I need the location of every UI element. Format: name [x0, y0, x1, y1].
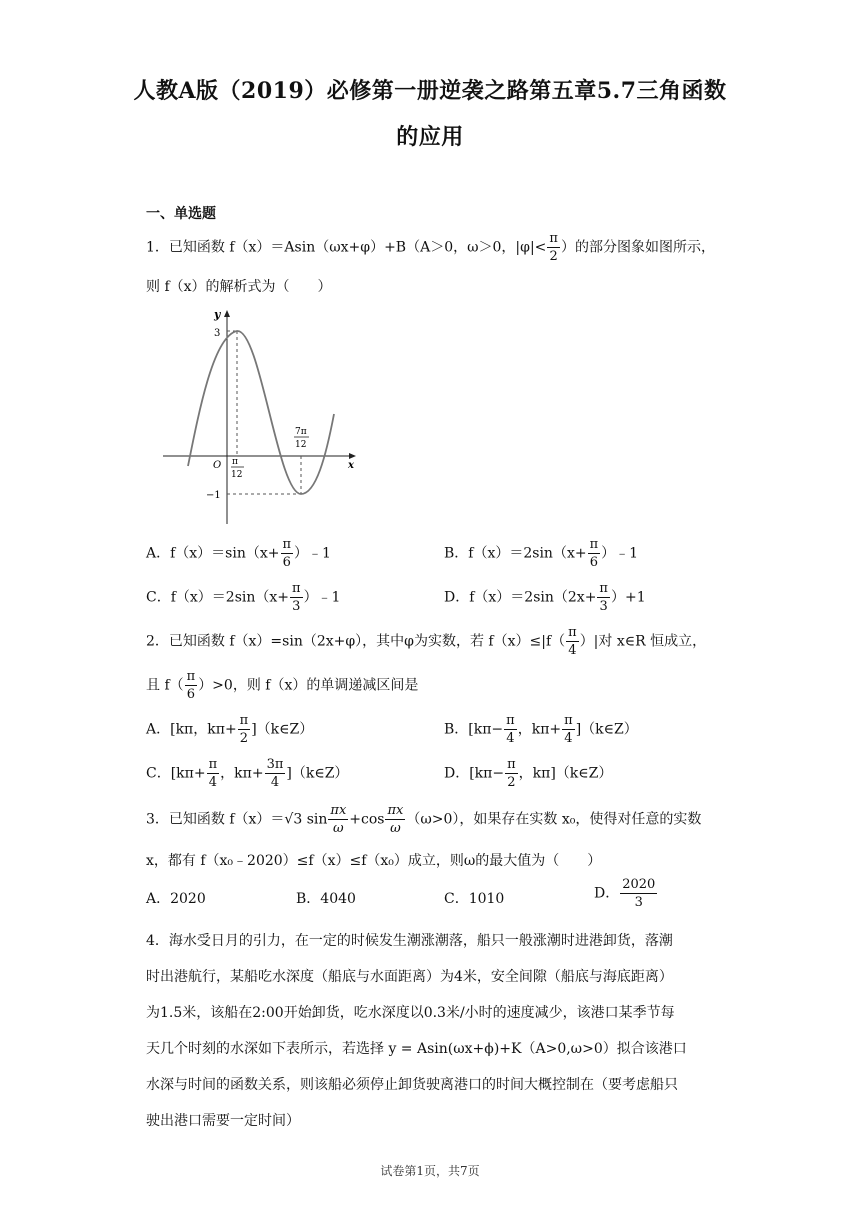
q1-option-b[interactable]: B．f（x）＝2sin（x+ $\frac{\pi}{6}$ ）﹣1	[444, 537, 639, 570]
q3-stem-line2: x，都有 f（x₀﹣2020）≤f（x）≤f（x₀）成立，则ω的最大值为（ ）	[146, 853, 602, 869]
x1-numerator: π	[232, 457, 238, 467]
page-footer: 试卷第1页，共7页	[380, 1164, 480, 1178]
q2-option-b[interactable]: B．[kπ− $\frac{\pi}{4}$ ，kπ+ $\frac{\pi}{4}$ ]（k∈Z）	[444, 713, 638, 746]
page-title-line1: 人教A版（2019）必修第一册逆袭之路第五章5.7三角函数	[133, 78, 727, 104]
q4-stem-line4: 天几个时刻的水深如下表所示，若选择 y = Asin(ωx+ϕ)+K（A>0,ω>0）拟合该港口	[146, 1041, 687, 1057]
q1-option-a[interactable]: A．f（x）＝sin（x+ $\frac{\pi}{6}$ ）﹣1	[146, 537, 331, 570]
y-min-label: −1	[206, 490, 221, 501]
q1-stem-line2: 则 f（x）的解析式为（ ）	[146, 279, 332, 295]
page-title-line2: 的应用	[396, 124, 464, 150]
q4-stem-line2: 时出港航行，某船吃水深度（船底与水面距离）为4米，安全间隙（船底与海底距离）	[146, 969, 673, 985]
q3-option-c[interactable]: C．1010	[444, 891, 505, 907]
q1-fraction: $\frac{\pi}{2}$	[549, 231, 558, 264]
q4-stem-line1: 4．海水受日月的引力，在一定的时候发生潮涨潮落，船只一般涨潮时进港卸货，落潮	[146, 933, 673, 949]
q1-stem-line1: 1．已知函数 f（x）＝Asin（ωx+φ）+B（A＞0，ω＞0，|φ|< $\frac{\pi}{2}$ ）的部分图象如图所示，	[146, 231, 715, 264]
q4-stem-line5: 水深与时间的函数关系，则该船必须停止卸货驶离港口的时间大概控制在（要考虑船只	[146, 1077, 678, 1093]
q4-stem-line3: 为1.5米，该船在2:00开始卸货，吃水深度以0.3米/小时的速度减少，该港口某季节每	[146, 1005, 675, 1021]
section-heading: 一、单选题	[146, 206, 216, 222]
q2-option-c[interactable]: C．[kπ+ $\frac{\pi}{4}$ ，kπ+ $\frac{3\pi}{4}$ ]（k∈Z）	[146, 757, 349, 790]
x2-numerator: 7π	[295, 427, 307, 437]
origin-label: O	[213, 460, 222, 471]
q2-stem-line1: 2．已知函数 f（x）=sin（2x+φ），其中φ为实数，若 f（x）≤|f（ $\frac{\pi}{4}$ ）|对 x∈R 恒成立，	[146, 625, 707, 658]
q2-option-d[interactable]: D．[kπ− $\frac{\pi}{2}$ ，kπ]（k∈Z）	[444, 757, 613, 790]
q2-stem-line2: 且 f（ $\frac{\pi}{6}$ ）>0，则 f（x）的单调递减区间是	[146, 669, 419, 702]
q3-option-d[interactable]: D． $\frac{2020}{3}$	[594, 877, 656, 910]
q2-option-a[interactable]: A．[kπ，kπ+ $\frac{\pi}{2}$ ]（k∈Z）	[146, 713, 314, 746]
x2-denominator: 12	[295, 440, 307, 450]
q3-stem-line1: 3．已知函数 f（x）＝√3 sin $\frac{\pi x}{\omega}$ +cos $\frac{\pi x}{\omega}$ （ω>0），如果存在实数 x₀，使得对任意的实数	[146, 803, 702, 836]
x-axis-label: x	[348, 460, 354, 471]
q3-option-a[interactable]: A．2020	[146, 891, 206, 907]
y-max-label: 3	[214, 328, 221, 339]
q3-option-b[interactable]: B．4040	[296, 891, 356, 907]
q1-option-c[interactable]: C．f（x）＝2sin（x+ $\frac{\pi}{3}$ ）﹣1	[146, 581, 341, 614]
q1-option-d[interactable]: D．f（x）＝2sin（2x+ $\frac{\pi}{3}$ ）+1	[444, 581, 646, 614]
q4-stem-line6: 驶出港口需要一定时间）	[146, 1113, 300, 1129]
q1-function-graph	[158, 306, 368, 528]
x1-denominator: 12	[231, 470, 243, 480]
sine-curve	[188, 331, 334, 494]
y-axis-arrow	[224, 310, 230, 317]
y-axis-label: y	[214, 308, 221, 321]
x-axis-arrow	[349, 453, 356, 459]
